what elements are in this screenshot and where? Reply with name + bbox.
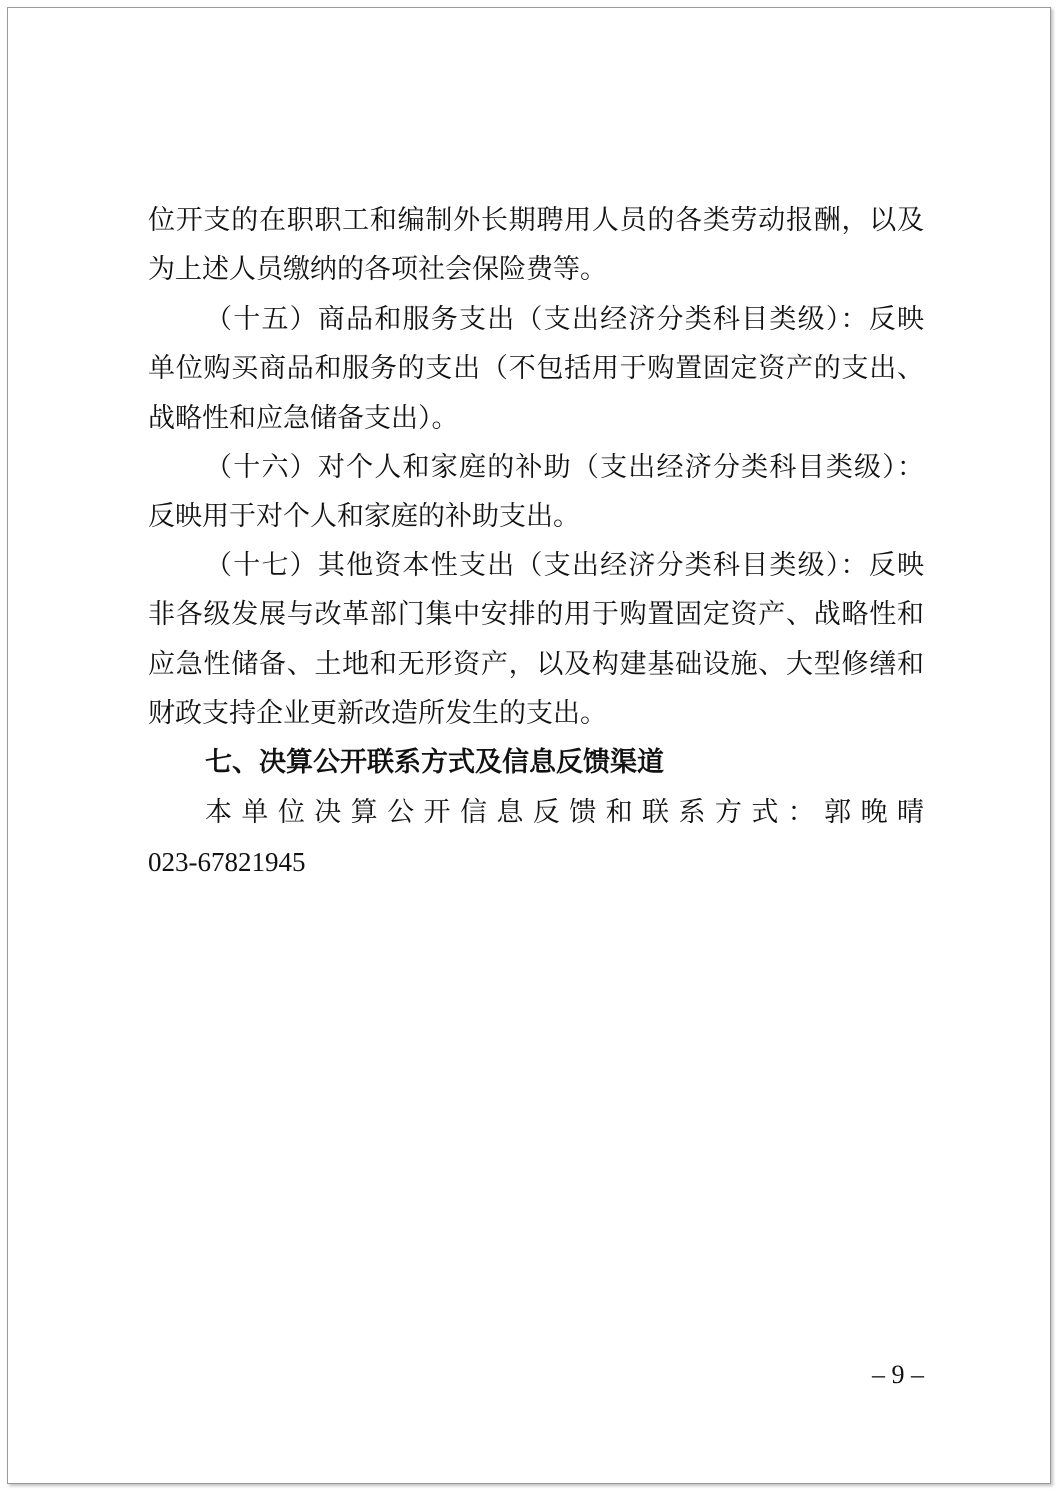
paragraph-line: （十六）对个人和家庭的补助（支出经济分类科目类级）： — [205, 452, 924, 483]
paragraph-line: （十七）其他资本性支出（支出经济分类科目类级）：反映 — [205, 550, 924, 581]
paragraph-line: 非各级发展与改革部门集中安排的用于购置固定资产、战略性和 — [148, 599, 924, 630]
paragraph-line: 为上述人员缴纳的各项社会保险费等。 — [148, 254, 607, 285]
paragraph-line: （十五）商品和服务支出（支出经济分类科目类级）：反映 — [205, 304, 924, 335]
page-number: – 9 – — [872, 1360, 924, 1389]
paragraph-line: 反映用于对个人和家庭的补助支出。 — [148, 501, 580, 532]
contact-line: 本单位决算公开信息反馈和联系方式：郭晚晴 — [205, 797, 924, 828]
section-heading: 七、决算公开联系方式及信息反馈渠道 — [205, 747, 664, 778]
paragraph-line: 位开支的在职职工和编制外长期聘用人员的各类劳动报酬，以及 — [148, 205, 924, 236]
paragraph-line: 战略性和应急储备支出）。 — [148, 403, 459, 434]
paragraph-line: 应急性储备、土地和无形资产，以及构建基础设施、大型修缮和 — [148, 649, 924, 680]
contact-phone: 023-67821945 — [148, 847, 306, 877]
paragraph-line: 单位购买商品和服务的支出（不包括用于购置固定资产的支出、 — [148, 353, 924, 384]
paragraph-line: 财政支持企业更新改造所发生的支出。 — [148, 698, 607, 729]
